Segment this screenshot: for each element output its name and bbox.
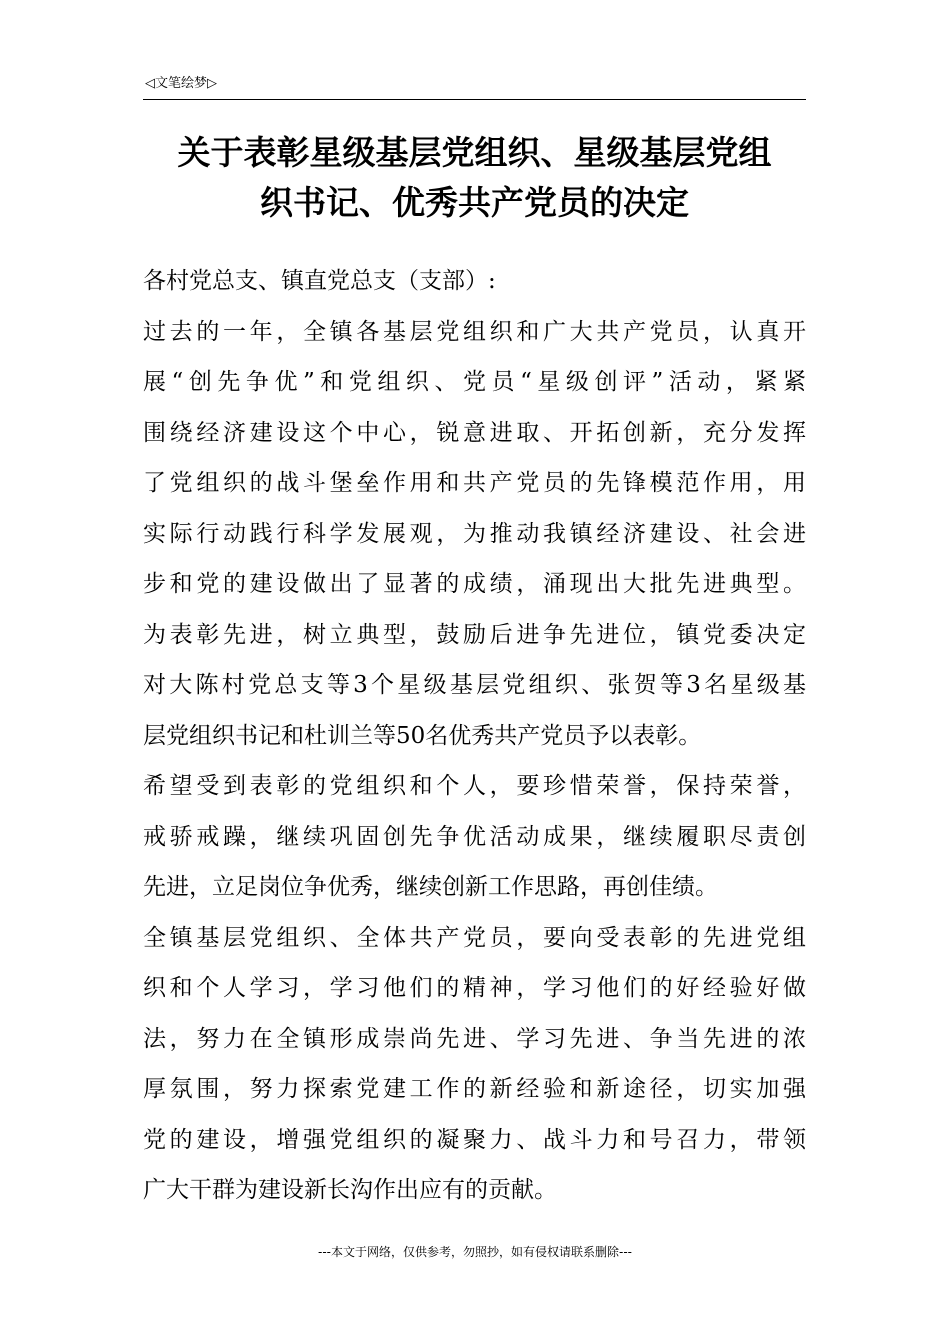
paragraph-line: 戒骄戒躁，继续巩固创先争优活动成果，继续履职尽责创 (143, 823, 806, 850)
page-header (143, 75, 806, 100)
paragraph-line: 法，努力在全镇形成崇尚先进、学习先进、争当先进的浓 (143, 1025, 806, 1052)
header-text: ◁文笔绘梦▷ (145, 76, 217, 91)
paragraph-line: 广大干群为建设新长沟作出应有的贡献。 (143, 1177, 557, 1203)
page-footer: ---本文于网络，仅供参考，勿照抄，如有侵权请联系删除--- (318, 1245, 632, 1259)
paragraph-line: 对大陈村党总支等3个星级基层党组织、张贺等3名星级基 (143, 672, 806, 698)
document-body (143, 256, 806, 1216)
salutation: 各村党总支、镇直党总支（支部）: (143, 268, 496, 294)
paragraph-line: 步和党的建设做出了显著的成绩，涌现出大批先进典型。 (143, 571, 806, 597)
paragraph-line: 厚氛围，努力探索党建工作的新经验和新途径，切实加强 (143, 1076, 806, 1102)
paragraph-line: 先进，立足岗位争优秀，继续创新工作思路，再创佳绩。 (143, 874, 718, 900)
document-title (143, 128, 806, 228)
paragraph-line: 希望受到表彰的党组织和个人，要珍惜荣誉，保持荣誉， (143, 773, 806, 799)
paragraph-line: 全镇基层党组织、全体共产党员，要向受表彰的先进党组 (143, 924, 806, 951)
paragraph-line: 了党组织的战斗堡垒作用和共产党员的先锋模范作用，用 (143, 470, 806, 496)
paragraph-3 (143, 761, 806, 913)
paragraph-line: 实际行动践行科学发展观，为推动我镇经济建设、社会进 (143, 520, 806, 547)
paragraph-line: 展“创先争优”和党组织、党员“星级创评”活动，紧紧 (143, 369, 806, 395)
title-line: 织书记、优秀共产党员的决定 (260, 183, 689, 222)
paragraph-4 (143, 913, 806, 1216)
paragraph-1 (143, 307, 806, 610)
paragraph-line: 层党组织书记和杜训兰等50名优秀共产党员予以表彰。 (143, 722, 702, 749)
paragraph-line: 党的建设，增强党组织的凝聚力、战斗力和号召力，带领 (143, 1126, 806, 1153)
paragraph-line: 为表彰先进，树立典型，鼓励后进争先进位，镇党委决定 (143, 621, 806, 648)
paragraph-line: 过去的一年，全镇各基层党组织和广大共产党员，认真开 (143, 318, 806, 345)
paragraph-2 (143, 610, 806, 762)
paragraph-line: 围绕经济建设这个中心，锐意进取、开拓创新，充分发挥 (143, 419, 806, 446)
title-line: 关于表彰星级基层党组织、星级基层党组 (177, 133, 772, 172)
paragraph-line: 织和个人学习，学习他们的精神，学习他们的好经验好做 (143, 975, 806, 1001)
